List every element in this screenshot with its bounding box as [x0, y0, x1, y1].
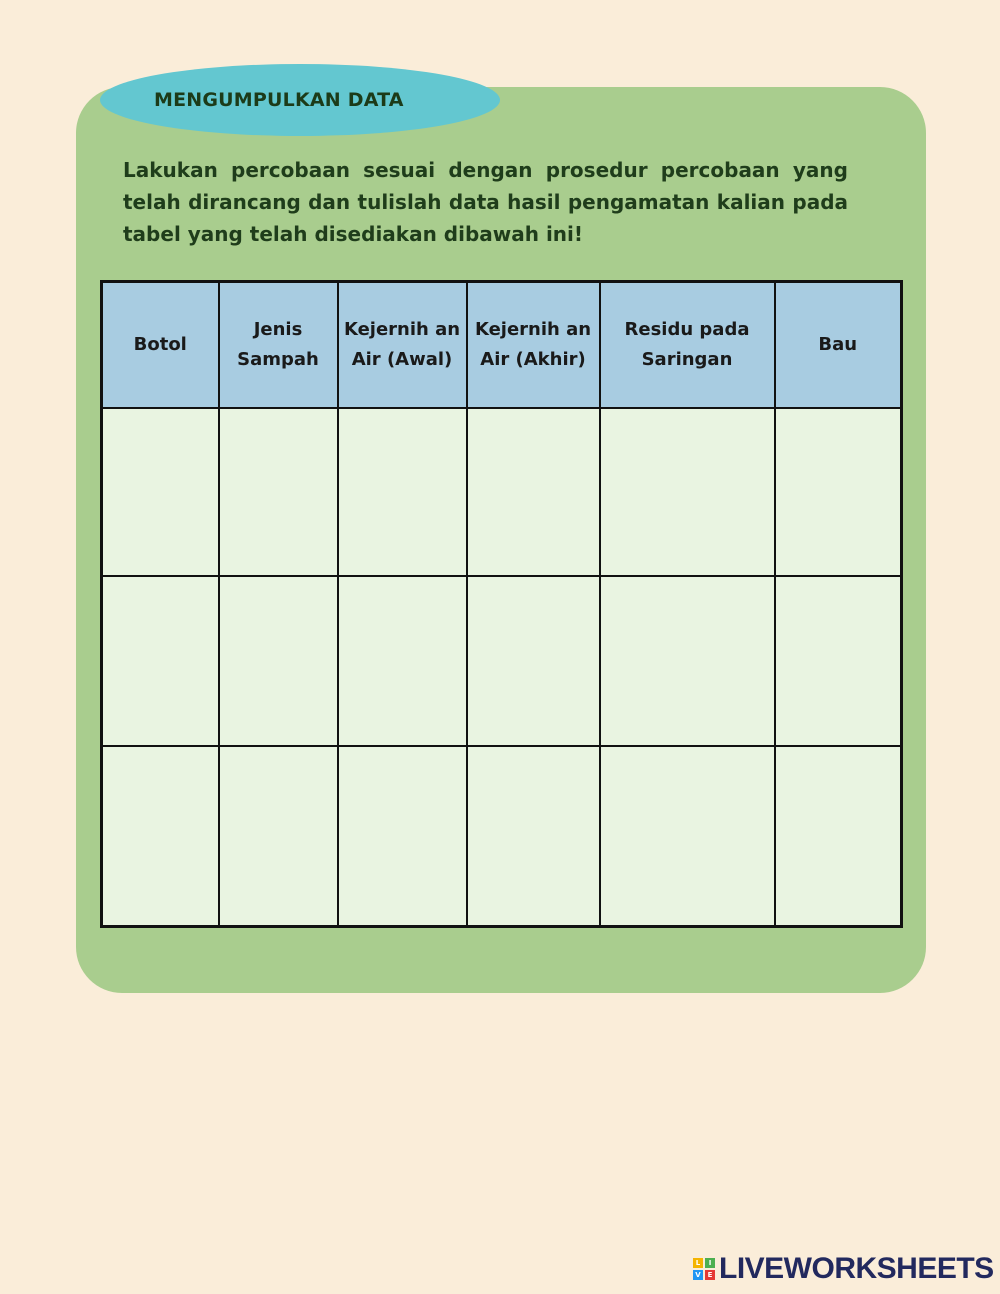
instructions-text: Lakukan percobaan sesuai dengan prosedur percobaan yang telah dirancang dan tulislah data hasil pengamatan kalian pada tabel yang telah disediakan dibawah ini!: [123, 158, 848, 246]
input-cell[interactable]: [467, 746, 600, 927]
input-cell[interactable]: [600, 576, 775, 746]
input-cell[interactable]: [219, 746, 338, 927]
input-cell[interactable]: [338, 576, 467, 746]
section-badge: [100, 64, 500, 136]
input-cell[interactable]: [775, 576, 902, 746]
table-row: [102, 746, 902, 927]
header-residu: Residu pada Saringan: [600, 282, 775, 409]
table-header-row: [102, 282, 902, 409]
observation-table: [100, 280, 903, 928]
section-title: MENGUMPULKAN DATA: [154, 89, 404, 111]
input-cell[interactable]: [338, 746, 467, 927]
input-cell[interactable]: [102, 746, 219, 927]
header-botol: Botol: [102, 282, 219, 409]
input-cell[interactable]: [219, 408, 338, 576]
header-bau: Bau: [775, 282, 902, 409]
input-cell[interactable]: [467, 576, 600, 746]
input-cell[interactable]: [600, 408, 775, 576]
header-jenis-sampah: Jenis Sampah: [219, 282, 338, 409]
table-row: [102, 408, 902, 576]
input-cell[interactable]: [775, 746, 902, 927]
input-cell[interactable]: [102, 576, 219, 746]
input-cell[interactable]: [600, 746, 775, 927]
logo-text: LIVEWORKSHEETS: [719, 1252, 994, 1285]
table-row: [102, 576, 902, 746]
input-cell[interactable]: [219, 576, 338, 746]
input-cell[interactable]: [102, 408, 219, 576]
liveworksheets-logo-icon: L I V E: [693, 1258, 715, 1280]
header-kejernihan-akhir: Kejernih an Air (Akhir): [467, 282, 600, 409]
input-cell[interactable]: [775, 408, 902, 576]
input-cell[interactable]: [467, 408, 600, 576]
liveworksheets-logo[interactable]: [693, 1254, 994, 1284]
header-kejernihan-awal: Kejernih an Air (Awal): [338, 282, 467, 409]
input-cell[interactable]: [338, 408, 467, 576]
